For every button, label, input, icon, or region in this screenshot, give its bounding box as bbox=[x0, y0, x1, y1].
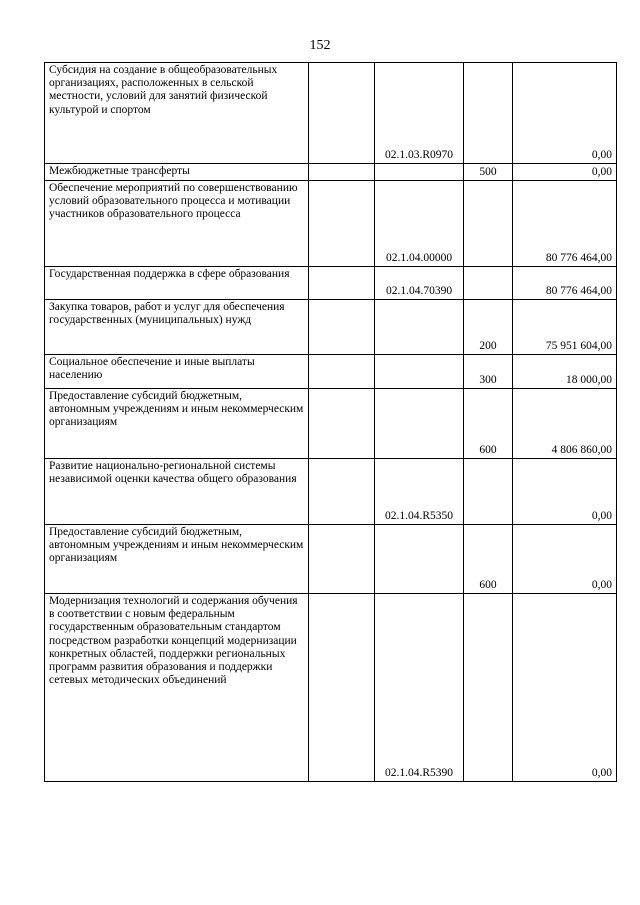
table-row bbox=[45, 181, 617, 267]
row-amount: 0,00 bbox=[513, 63, 617, 164]
empty-cell bbox=[309, 267, 375, 300]
row-code bbox=[375, 355, 464, 389]
row-code: 02.1.04.00000 bbox=[375, 181, 464, 267]
table-row bbox=[45, 267, 617, 300]
empty-cell bbox=[309, 164, 375, 181]
empty-cell bbox=[309, 355, 375, 389]
empty-cell bbox=[309, 63, 375, 164]
row-vr bbox=[464, 267, 513, 300]
table-row bbox=[45, 525, 617, 594]
table-row bbox=[45, 594, 617, 782]
budget-table bbox=[44, 62, 617, 782]
row-amount: 0,00 bbox=[513, 594, 617, 782]
row-vr bbox=[464, 63, 513, 164]
row-amount: 18 000,00 bbox=[513, 355, 617, 389]
row-vr bbox=[464, 459, 513, 525]
empty-cell bbox=[309, 181, 375, 267]
table-row bbox=[45, 63, 617, 164]
row-amount: 0,00 bbox=[513, 525, 617, 594]
row-amount: 0,00 bbox=[513, 164, 617, 181]
row-vr bbox=[464, 594, 513, 782]
row-name: Предоставление субсидий бюджетным, автономным учреждениям и иным некоммерческим организациям bbox=[45, 525, 309, 594]
row-name: Развитие национально-региональной системы независимой оценки качества общего образования bbox=[45, 459, 309, 525]
empty-cell bbox=[309, 300, 375, 355]
row-name: Закупка товаров, работ и услуг для обеспечения государственных (муниципальных) нужд bbox=[45, 300, 309, 355]
table-row bbox=[45, 164, 617, 181]
row-code: 02.1.04.R5350 bbox=[375, 459, 464, 525]
table-row bbox=[45, 300, 617, 355]
empty-cell bbox=[309, 594, 375, 782]
row-name: Предоставление субсидий бюджетным, автономным учреждениям и иным некоммерческим организациям bbox=[45, 389, 309, 459]
row-code: 02.1.03.R0970 bbox=[375, 63, 464, 164]
page-number: 152 bbox=[309, 38, 331, 53]
row-amount: 0,00 bbox=[513, 459, 617, 525]
row-code bbox=[375, 300, 464, 355]
row-code bbox=[375, 525, 464, 594]
row-code: 02.1.04.70390 bbox=[375, 267, 464, 300]
row-name: Обеспечение мероприятий по совершенствованию условий образовательного процесса и мотивации участников образовательного процесса bbox=[45, 181, 309, 267]
empty-cell bbox=[309, 389, 375, 459]
table-row bbox=[45, 459, 617, 525]
row-amount: 80 776 464,00 bbox=[513, 267, 617, 300]
row-code bbox=[375, 164, 464, 181]
empty-cell bbox=[309, 525, 375, 594]
row-vr bbox=[464, 181, 513, 267]
row-amount: 80 776 464,00 bbox=[513, 181, 617, 267]
row-vr: 300 bbox=[464, 355, 513, 389]
row-amount: 75 951 604,00 bbox=[513, 300, 617, 355]
row-vr: 600 bbox=[464, 389, 513, 459]
row-name: Социальное обеспечение и иные выплаты населению bbox=[45, 355, 309, 389]
row-name: Модернизация технологий и содержания обучения в соответствии с новым федеральным государственным образовательным стандартом посредством разработки концепций модернизации конкретных областей, поддержки региональных программ развития образования и поддержки сетевых методических объединений bbox=[45, 594, 309, 782]
row-name: Субсидия на создание в общеобразовательных организациях, расположенных в сельской местности, условий для занятий физической культурой и спортом bbox=[45, 63, 309, 164]
table-row bbox=[45, 389, 617, 459]
row-vr: 600 bbox=[464, 525, 513, 594]
row-code: 02.1.04.R5390 bbox=[375, 594, 464, 782]
row-name: Межбюджетные трансферты bbox=[45, 164, 309, 181]
table-row bbox=[45, 355, 617, 389]
row-vr: 200 bbox=[464, 300, 513, 355]
row-amount: 4 806 860,00 bbox=[513, 389, 617, 459]
row-name: Государственная поддержка в сфере образования bbox=[45, 267, 309, 300]
row-vr: 500 bbox=[464, 164, 513, 181]
empty-cell bbox=[309, 459, 375, 525]
row-code bbox=[375, 389, 464, 459]
